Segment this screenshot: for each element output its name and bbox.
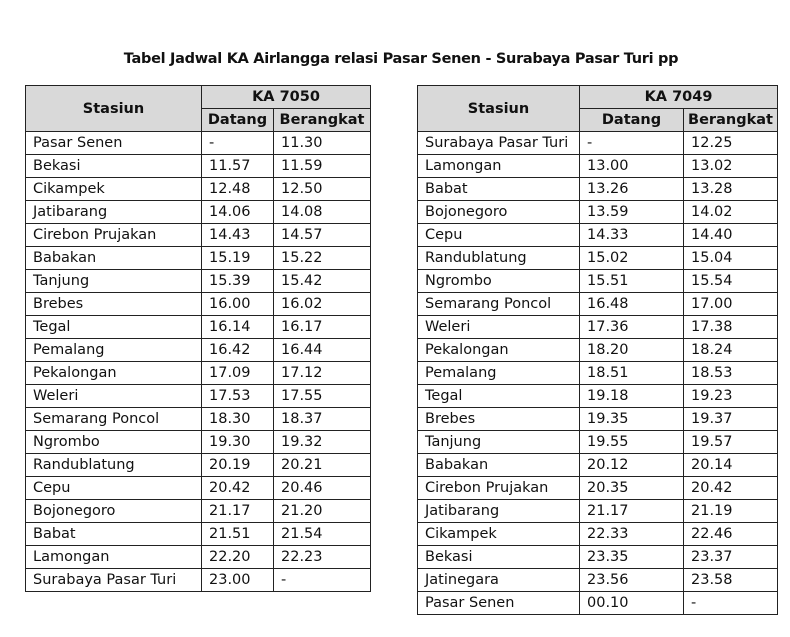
table-row xyxy=(418,569,778,592)
cell-arrive: 22.33 xyxy=(580,523,684,546)
cell-depart: 17.38 xyxy=(684,316,778,339)
cell-depart: 15.22 xyxy=(274,247,371,270)
table-row xyxy=(418,293,778,316)
cell-station: Pemalang xyxy=(418,362,580,385)
cell-depart: - xyxy=(684,592,778,615)
table-row xyxy=(26,500,371,523)
table-row xyxy=(26,362,371,385)
header-train-number: KA 7049 xyxy=(580,86,778,109)
cell-arrive: 16.00 xyxy=(202,293,274,316)
cell-arrive: 12.48 xyxy=(202,178,274,201)
cell-depart: 16.17 xyxy=(274,316,371,339)
cell-arrive: 17.36 xyxy=(580,316,684,339)
cell-depart: 19.57 xyxy=(684,431,778,454)
cell-station: Jatinegara xyxy=(418,569,580,592)
cell-depart: 17.12 xyxy=(274,362,371,385)
cell-station: Bojonegoro xyxy=(418,201,580,224)
cell-station: Pemalang xyxy=(26,339,202,362)
cell-arrive: 18.20 xyxy=(580,339,684,362)
cell-arrive: 00.10 xyxy=(580,592,684,615)
cell-arrive: 20.42 xyxy=(202,477,274,500)
table-row xyxy=(418,431,778,454)
cell-station: Weleri xyxy=(418,316,580,339)
cell-station: Tegal xyxy=(26,316,202,339)
cell-arrive: 19.35 xyxy=(580,408,684,431)
cell-depart: 12.50 xyxy=(274,178,371,201)
table-row xyxy=(26,477,371,500)
cell-depart: 21.54 xyxy=(274,523,371,546)
cell-arrive: 21.17 xyxy=(580,500,684,523)
cell-arrive: 21.51 xyxy=(202,523,274,546)
cell-depart: 22.46 xyxy=(684,523,778,546)
cell-station: Bekasi xyxy=(26,155,202,178)
table-row xyxy=(26,178,371,201)
table-row xyxy=(26,431,371,454)
cell-station: Cikampek xyxy=(418,523,580,546)
page-title: Tabel Jadwal KA Airlangga relasi Pasar Senen - Surabaya Pasar Turi pp xyxy=(123,51,679,67)
cell-arrive: 16.48 xyxy=(580,293,684,316)
cell-depart: 20.14 xyxy=(684,454,778,477)
table-row xyxy=(418,339,778,362)
cell-arrive: 11.57 xyxy=(202,155,274,178)
cell-arrive: 14.06 xyxy=(202,201,274,224)
cell-depart: 18.24 xyxy=(684,339,778,362)
table-row xyxy=(418,247,778,270)
cell-arrive: 16.42 xyxy=(202,339,274,362)
table-row xyxy=(26,293,371,316)
cell-depart: 17.00 xyxy=(684,293,778,316)
table-row xyxy=(418,270,778,293)
table-row xyxy=(418,477,778,500)
cell-depart: 17.55 xyxy=(274,385,371,408)
cell-arrive: 15.39 xyxy=(202,270,274,293)
cell-depart: 16.02 xyxy=(274,293,371,316)
cell-station: Pekalongan xyxy=(418,339,580,362)
table-row xyxy=(418,454,778,477)
cell-station: Tanjung xyxy=(418,431,580,454)
cell-station: Brebes xyxy=(26,293,202,316)
cell-station: Randublatung xyxy=(26,454,202,477)
cell-depart: 23.37 xyxy=(684,546,778,569)
cell-depart: 20.46 xyxy=(274,477,371,500)
cell-station: Pekalongan xyxy=(26,362,202,385)
cell-depart: 14.02 xyxy=(684,201,778,224)
cell-depart: 15.04 xyxy=(684,247,778,270)
table-row xyxy=(26,546,371,569)
table-row xyxy=(26,385,371,408)
cell-depart: 13.02 xyxy=(684,155,778,178)
table-row xyxy=(26,569,371,592)
cell-arrive: 13.00 xyxy=(580,155,684,178)
cell-depart: 11.59 xyxy=(274,155,371,178)
cell-arrive: 22.20 xyxy=(202,546,274,569)
cell-arrive: 19.55 xyxy=(580,431,684,454)
table-row xyxy=(418,500,778,523)
cell-depart: 19.32 xyxy=(274,431,371,454)
cell-station: Pasar Senen xyxy=(26,132,202,155)
cell-arrive: 15.19 xyxy=(202,247,274,270)
cell-station: Babakan xyxy=(26,247,202,270)
cell-station: Semarang Poncol xyxy=(26,408,202,431)
cell-depart: 20.42 xyxy=(684,477,778,500)
header-depart: Berangkat xyxy=(684,109,778,132)
table-row xyxy=(26,408,371,431)
cell-depart: 16.44 xyxy=(274,339,371,362)
cell-station: Surabaya Pasar Turi xyxy=(418,132,580,155)
cell-station: Babat xyxy=(26,523,202,546)
table-row xyxy=(418,523,778,546)
cell-station: Babat xyxy=(418,178,580,201)
cell-arrive: 15.02 xyxy=(580,247,684,270)
cell-arrive: 13.26 xyxy=(580,178,684,201)
cell-depart: 19.37 xyxy=(684,408,778,431)
table-row xyxy=(418,592,778,615)
cell-station: Brebes xyxy=(418,408,580,431)
cell-station: Cirebon Prujakan xyxy=(26,224,202,247)
table-row xyxy=(26,270,371,293)
cell-depart: 18.37 xyxy=(274,408,371,431)
cell-arrive: 17.09 xyxy=(202,362,274,385)
cell-arrive: 16.14 xyxy=(202,316,274,339)
header-arrive: Datang xyxy=(580,109,684,132)
cell-arrive: 18.30 xyxy=(202,408,274,431)
table-row xyxy=(26,201,371,224)
schedule-table-ka7050 xyxy=(25,85,371,592)
table-row xyxy=(26,247,371,270)
cell-station: Lamongan xyxy=(26,546,202,569)
cell-depart: 18.53 xyxy=(684,362,778,385)
cell-arrive: 18.51 xyxy=(580,362,684,385)
cell-station: Tanjung xyxy=(26,270,202,293)
cell-depart: 14.40 xyxy=(684,224,778,247)
cell-arrive: - xyxy=(580,132,684,155)
cell-station: Cepu xyxy=(26,477,202,500)
table-row xyxy=(26,523,371,546)
cell-station: Bojonegoro xyxy=(26,500,202,523)
cell-depart: 19.23 xyxy=(684,385,778,408)
header-arrive: Datang xyxy=(202,109,274,132)
table-row xyxy=(26,224,371,247)
cell-depart: 14.57 xyxy=(274,224,371,247)
cell-station: Ngrombo xyxy=(26,431,202,454)
schedule-table-ka7049 xyxy=(417,85,778,615)
cell-station: Cirebon Prujakan xyxy=(418,477,580,500)
cell-station: Jatibarang xyxy=(418,500,580,523)
cell-depart: 22.23 xyxy=(274,546,371,569)
header-station: Stasiun xyxy=(26,86,202,132)
table-row xyxy=(418,362,778,385)
cell-arrive: 14.43 xyxy=(202,224,274,247)
cell-depart: 21.20 xyxy=(274,500,371,523)
cell-station: Bekasi xyxy=(418,546,580,569)
cell-depart: 23.58 xyxy=(684,569,778,592)
cell-arrive: 20.19 xyxy=(202,454,274,477)
cell-station: Cepu xyxy=(418,224,580,247)
table-row xyxy=(418,132,778,155)
cell-arrive: 23.00 xyxy=(202,569,274,592)
cell-depart: 20.21 xyxy=(274,454,371,477)
cell-depart: 14.08 xyxy=(274,201,371,224)
cell-arrive: 19.30 xyxy=(202,431,274,454)
cell-depart: 15.54 xyxy=(684,270,778,293)
cell-arrive: 20.12 xyxy=(580,454,684,477)
table-row xyxy=(26,316,371,339)
table-row xyxy=(26,339,371,362)
cell-station: Pasar Senen xyxy=(418,592,580,615)
cell-arrive: 20.35 xyxy=(580,477,684,500)
cell-station: Surabaya Pasar Turi xyxy=(26,569,202,592)
table-row xyxy=(26,454,371,477)
cell-depart: 12.25 xyxy=(684,132,778,155)
header-train-number: KA 7050 xyxy=(202,86,371,109)
table-row xyxy=(418,316,778,339)
header-depart: Berangkat xyxy=(274,109,371,132)
cell-depart: 11.30 xyxy=(274,132,371,155)
table-row xyxy=(26,155,371,178)
table-row xyxy=(418,385,778,408)
table-row xyxy=(418,155,778,178)
header-station: Stasiun xyxy=(418,86,580,132)
cell-station: Ngrombo xyxy=(418,270,580,293)
cell-depart: - xyxy=(274,569,371,592)
table-row xyxy=(418,408,778,431)
cell-station: Jatibarang xyxy=(26,201,202,224)
table-row xyxy=(418,224,778,247)
cell-arrive: 19.18 xyxy=(580,385,684,408)
table-row xyxy=(418,546,778,569)
cell-station: Babakan xyxy=(418,454,580,477)
cell-arrive: 13.59 xyxy=(580,201,684,224)
cell-station: Cikampek xyxy=(26,178,202,201)
cell-station: Randublatung xyxy=(418,247,580,270)
cell-arrive: 14.33 xyxy=(580,224,684,247)
cell-station: Lamongan xyxy=(418,155,580,178)
cell-arrive: 15.51 xyxy=(580,270,684,293)
cell-arrive: 17.53 xyxy=(202,385,274,408)
cell-depart: 13.28 xyxy=(684,178,778,201)
cell-depart: 21.19 xyxy=(684,500,778,523)
cell-arrive: - xyxy=(202,132,274,155)
table-row xyxy=(418,178,778,201)
cell-station: Semarang Poncol xyxy=(418,293,580,316)
cell-station: Weleri xyxy=(26,385,202,408)
table-row xyxy=(418,201,778,224)
cell-station: Tegal xyxy=(418,385,580,408)
cell-depart: 15.42 xyxy=(274,270,371,293)
cell-arrive: 23.35 xyxy=(580,546,684,569)
cell-arrive: 21.17 xyxy=(202,500,274,523)
table-row xyxy=(26,132,371,155)
cell-arrive: 23.56 xyxy=(580,569,684,592)
